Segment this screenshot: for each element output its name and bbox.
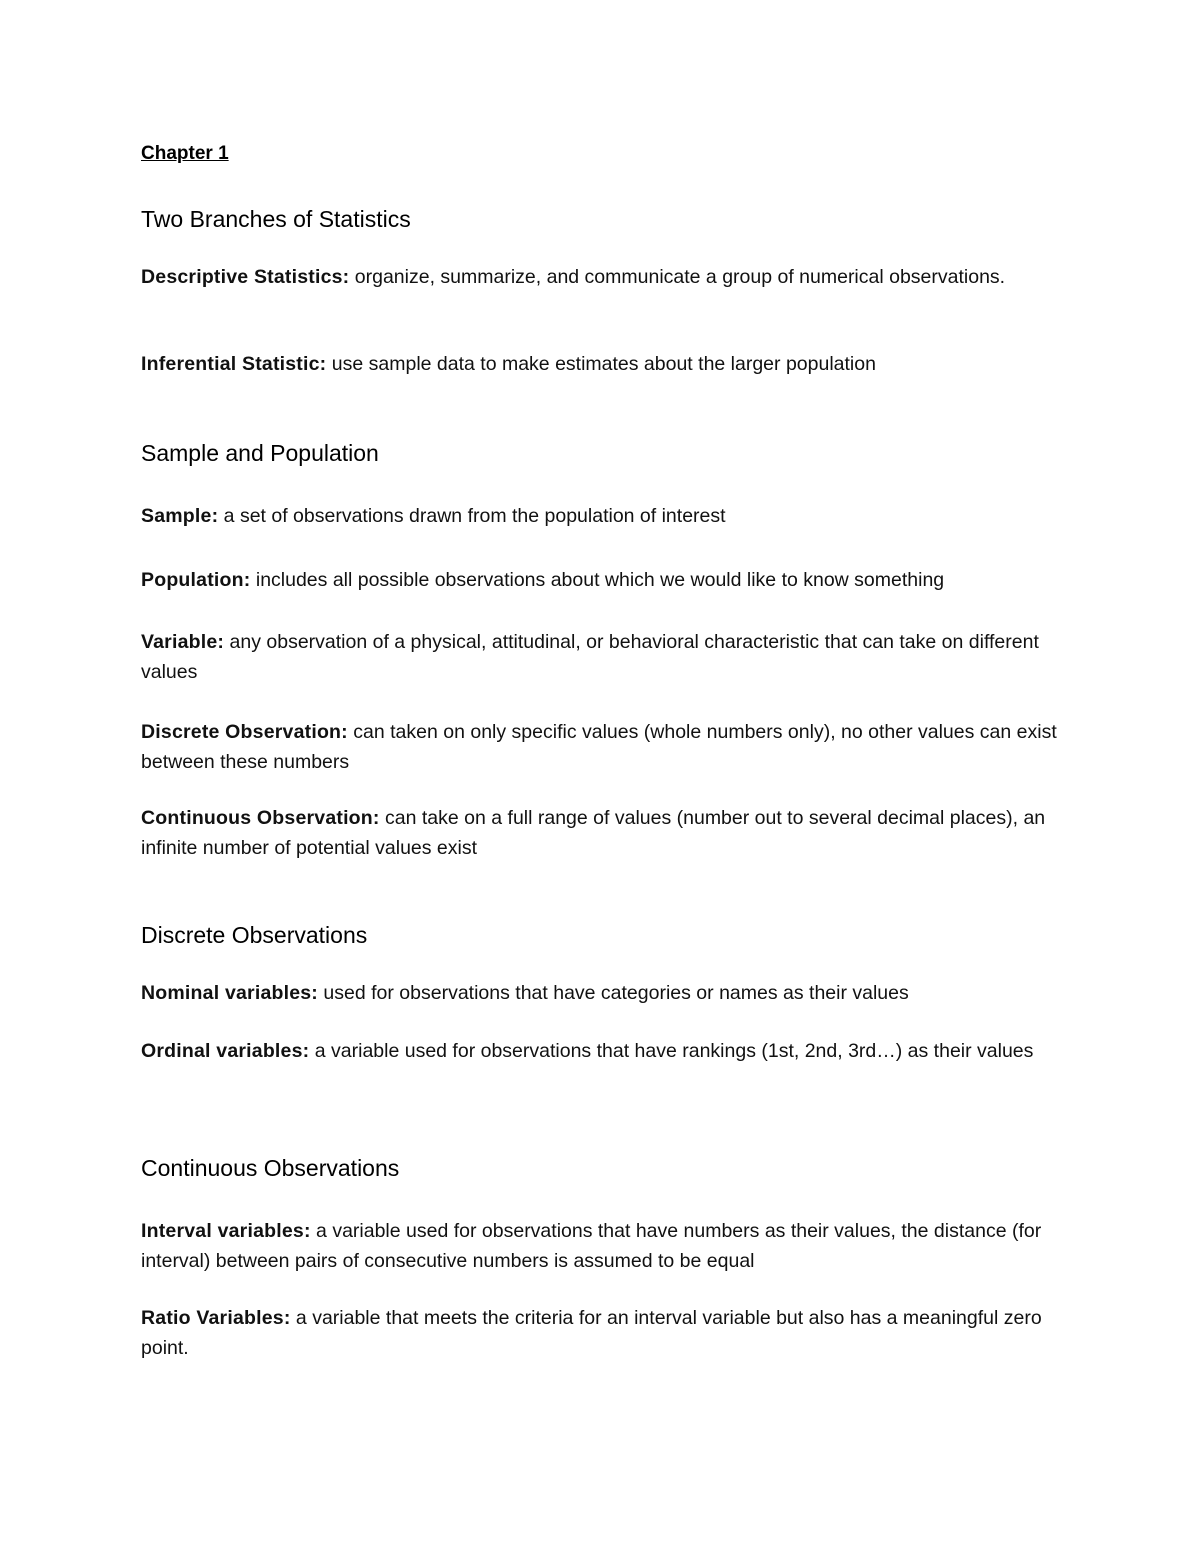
definition-text: used for observations that have categories or names as their values	[318, 982, 909, 1004]
definition-text: a variable used for observations that have numbers as their values, the distance (for interval) between pairs of consecutive numbers is assumed to be equal	[141, 1220, 1042, 1272]
definition-variable	[141, 628, 1071, 687]
definition-term: Nominal variables:	[141, 982, 318, 1004]
definition-text: can take on a full range of values (number out to several decimal places), an infinite number of potential values exist	[141, 807, 1046, 859]
definition-term: Continuous Observation:	[141, 807, 380, 829]
definition-term: Sample:	[141, 505, 219, 527]
definition-term: Ordinal variables:	[141, 1040, 310, 1062]
definition-term: Population:	[141, 569, 251, 591]
definition-ratio-variables	[141, 1304, 1071, 1363]
definition-text: can taken on only specific values (whole numbers only), no other values can exist between these numbers	[141, 721, 1057, 773]
definition-text: a variable used for observations that have rankings (1st, 2nd, 3rd…) as their values	[309, 1040, 1034, 1062]
section-heading-sample-population: Sample and Population	[141, 440, 379, 466]
definition-text: use sample data to make estimates about the larger population	[326, 353, 876, 375]
definition-text: a set of observations drawn from the population of interest	[218, 505, 726, 527]
definition-text: any observation of a physical, attitudinal, or behavioral characteristic that can take on different values	[141, 631, 1039, 683]
definition-descriptive-statistics	[141, 263, 1071, 293]
definition-interval-variables	[141, 1217, 1071, 1276]
definition-nominal-variables	[141, 979, 1071, 1009]
definition-inferential-statistic	[141, 350, 1071, 380]
section-heading-two-branches: Two Branches of Statistics	[141, 206, 411, 232]
definition-continuous-observation	[141, 804, 1071, 863]
definition-text: a variable that meets the criteria for an interval variable but also has a meaningful zero point.	[141, 1307, 1042, 1359]
definition-term: Inferential Statistic:	[141, 353, 327, 375]
section-heading-discrete-observations: Discrete Observations	[141, 922, 368, 948]
definition-term: Discrete Observation:	[141, 721, 348, 743]
definition-discrete-observation	[141, 718, 1071, 777]
definition-ordinal-variables	[141, 1037, 1071, 1067]
definition-population	[141, 566, 1071, 596]
definition-term: Ratio Variables:	[141, 1307, 291, 1329]
definition-term: Variable:	[141, 631, 225, 653]
definition-term: Descriptive Statistics:	[141, 266, 350, 288]
definition-text: includes all possible observations about which we would like to know something	[250, 569, 945, 591]
definition-term: Interval variables:	[141, 1220, 311, 1242]
section-heading-continuous-observations: Continuous Observations	[141, 1155, 400, 1181]
definition-sample	[141, 502, 1071, 532]
definition-text: organize, summarize, and communicate a group of numerical observations.	[349, 266, 1006, 288]
chapter-title: Chapter 1	[141, 143, 229, 164]
